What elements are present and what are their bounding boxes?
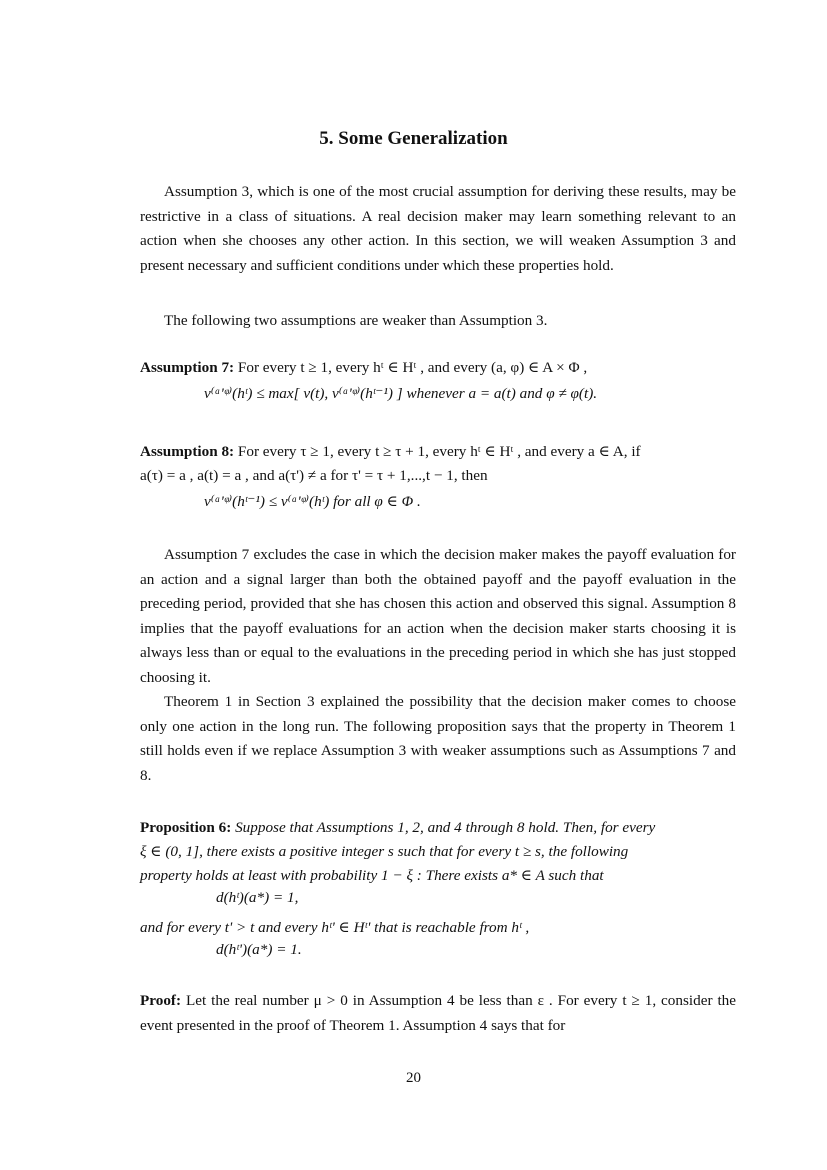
assumption-7-intro: For every t ≥ 1, every hᵗ ∈ Hᵗ , and every (a, φ) ∈ A × Φ , [237, 359, 588, 376]
proposition-6-formula-2: d(hᵗ')(a*) = 1. [216, 941, 302, 958]
proposition-6-line1: Suppose that Assumptions 1, 2, and 4 through 8 hold. Then, for every [235, 819, 656, 836]
proof-text: Let the real number μ > 0 in Assumption 4 be less than ε . For every t ≥ 1, consider the event presented in the proof of Theorem 1. Assumption 4 says that for [140, 992, 736, 1034]
proof [140, 989, 736, 1038]
proof-label: Proof: [140, 992, 182, 1009]
paragraph-discussion: Assumption 7 excludes the case in which the decision maker makes the payoff evaluation for an action and a signal larger than both the obtained payoff and the payoff evaluation in the preceding period, provided that she has chosen this action and observed this signal. Assumption 8 implies that the payoff evaluations for an action when the decision maker starts choosing it is always less than or equal to the evaluations in the preceding period in which she has just stopped choosing it. [140, 546, 736, 686]
assumption-8-line2: a(τ) = a , a(t) = a , and a(τ') ≠ a for τ' = τ + 1,...,t − 1, then [140, 467, 488, 484]
proposition-6-line2: ξ ∈ (0, 1], there exists a positive integer s such that for every t ≥ s, the following [140, 843, 629, 860]
paragraph-theorem-1: Theorem 1 in Section 3 explained the possibility that the decision maker comes to choose only one action in the long run. The following proposition says that the property in Theorem 1 still holds even if we replace Assumption 3 with weaker assumptions such as Assumptions 7 and 8. [140, 693, 736, 784]
assumption-8-label: Assumption 8: [140, 443, 235, 460]
proposition-6-line4: and for every t' > t and every hᵗ' ∈ Hᵗ' that is reachable from hᵗ , [140, 919, 530, 936]
proposition-6 [140, 816, 736, 841]
assumption-7-formula: v⁽ᵃ'ᵠ⁾(hᵗ) ≤ max[ v(t), v⁽ᵃ'ᵠ⁾(hᵗ⁻¹) ] whenever a = a(t) and φ ≠ φ(t). [204, 385, 598, 402]
assumption-7 [140, 356, 736, 381]
assumption-7-label: Assumption 7: [140, 359, 235, 376]
paragraph-weaker-assumptions: The following two assumptions are weaker than Assumption 3. [164, 312, 548, 329]
assumption-8-formula: v⁽ᵃ'ᵠ⁾(hᵗ⁻¹) ≤ v⁽ᵃ'ᵠ⁾(hᵗ) for all φ ∈ Φ . [204, 493, 421, 510]
assumption-8-line1: For every τ ≥ 1, every t ≥ τ + 1, every hᵗ ∈ Hᵗ , and every a ∈ A, if [237, 443, 641, 460]
proposition-6-line3: property holds at least with probability 1 − ξ : There exists a* ∈ A such that [140, 867, 604, 884]
proposition-6-formula-1: d(hᵗ)(a*) = 1, [216, 889, 299, 906]
assumption-8 [140, 440, 736, 465]
proposition-6-label: Proposition 6: [140, 819, 232, 836]
page-number: 20 [406, 1070, 421, 1086]
paragraph-intro: Assumption 3, which is one of the most crucial assumption for deriving these results, may be restrictive in a class of situations. A real decision maker may learn something relevant to an action when she chooses any other action. In this section, we will weaken Assumption 3 and present necessary and sufficient conditions under which these properties hold. [140, 183, 736, 274]
section-title: 5. Some Generalization [319, 128, 508, 149]
